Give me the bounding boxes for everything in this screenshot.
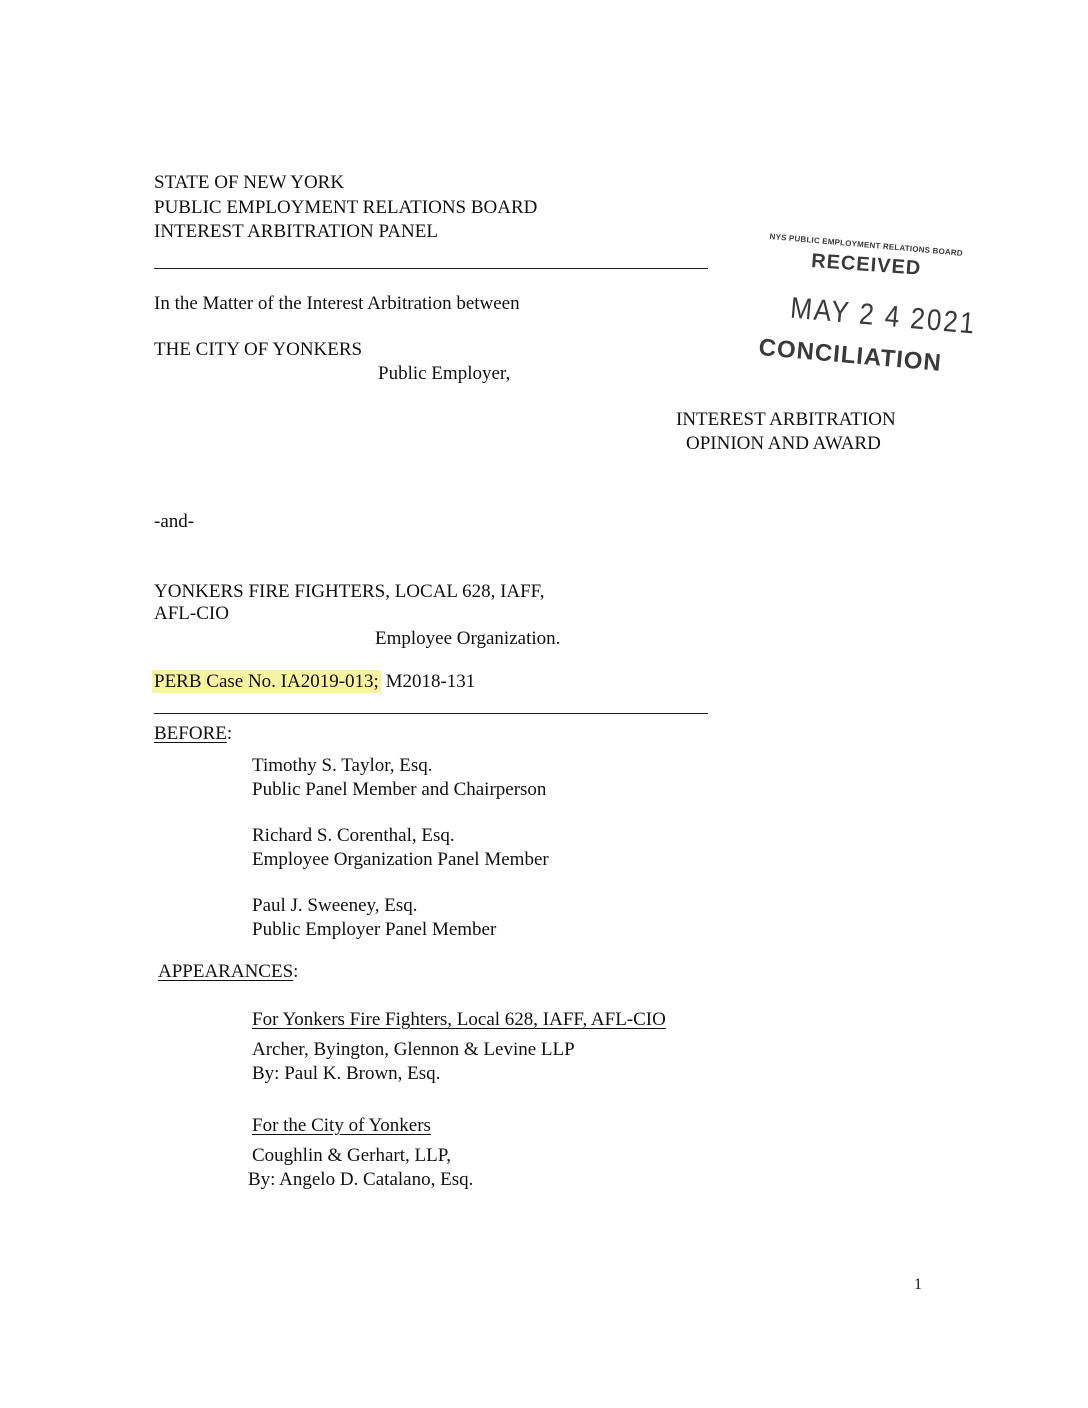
- before-heading: [154, 722, 232, 746]
- employer-role: Public Employer,: [378, 363, 511, 384]
- received-stamp: [752, 232, 1052, 402]
- document-title-line2: OPINION AND AWARD: [686, 433, 881, 454]
- panel-member-name: Paul J. Sweeney, Esq.: [252, 895, 418, 916]
- matter-line: In the Matter of the Interest Arbitration between: [154, 293, 520, 314]
- stamp-office: CONCILIATION: [757, 334, 943, 377]
- employer-name: THE CITY OF YONKERS: [154, 339, 363, 360]
- union-role: Employee Organization.: [375, 628, 561, 649]
- union-counsel-label: For Yonkers Fire Fighters, Local 628, IAFF, AFL-CIO: [252, 1009, 666, 1030]
- before-heading-text: BEFORE: [154, 723, 227, 744]
- panel-member-role: Public Panel Member and Chairperson: [252, 779, 547, 800]
- header-panel: INTEREST ARBITRATION PANEL: [154, 221, 438, 242]
- and-separator: -and-: [154, 511, 195, 532]
- stamp-received: RECEIVED: [810, 250, 922, 280]
- city-counsel-attorney: By: Angelo D. Catalano, Esq.: [248, 1169, 474, 1190]
- header-state: STATE OF NEW YORK: [154, 172, 345, 193]
- appearances-heading-text: APPEARANCES: [158, 961, 294, 982]
- header-board: PUBLIC EMPLOYMENT RELATIONS BOARD: [154, 197, 538, 218]
- union-counsel-firm: Archer, Byington, Glennon & Levine LLP: [252, 1039, 575, 1060]
- panel-member-name: Richard S. Corenthal, Esq.: [252, 825, 455, 846]
- panel-member-role: Employee Organization Panel Member: [252, 849, 549, 870]
- case-number-highlighted: PERB Case No. IA2019-013;: [154, 671, 379, 692]
- city-counsel-firm: Coughlin & Gerhart, LLP,: [252, 1145, 451, 1166]
- appearances-heading-colon: :: [293, 961, 299, 982]
- city-counsel-label: For the City of Yonkers: [252, 1115, 431, 1136]
- union-name-line1: YONKERS FIRE FIGHTERS, LOCAL 628, IAFF,: [154, 581, 545, 602]
- case-number-rest: M2018-131: [380, 671, 476, 692]
- header-divider: [154, 268, 708, 269]
- stamp-agency: NYS PUBLIC EMPLOYMENT RELATIONS BOARD: [769, 232, 964, 258]
- before-heading-colon: :: [226, 723, 233, 744]
- document-title-line1: INTEREST ARBITRATION: [676, 409, 896, 430]
- appearances-heading: [158, 960, 298, 984]
- union-counsel-attorney: By: Paul K. Brown, Esq.: [252, 1063, 441, 1084]
- panel-member-name: Timothy S. Taylor, Esq.: [252, 755, 433, 776]
- caption-divider: [154, 713, 708, 714]
- case-number: [152, 670, 475, 694]
- page-number: 1: [914, 1276, 922, 1293]
- stamp-date: MAY 2 4 2021: [788, 290, 978, 341]
- panel-member-role: Public Employer Panel Member: [252, 919, 497, 940]
- union-name-line2: AFL-CIO: [154, 603, 229, 624]
